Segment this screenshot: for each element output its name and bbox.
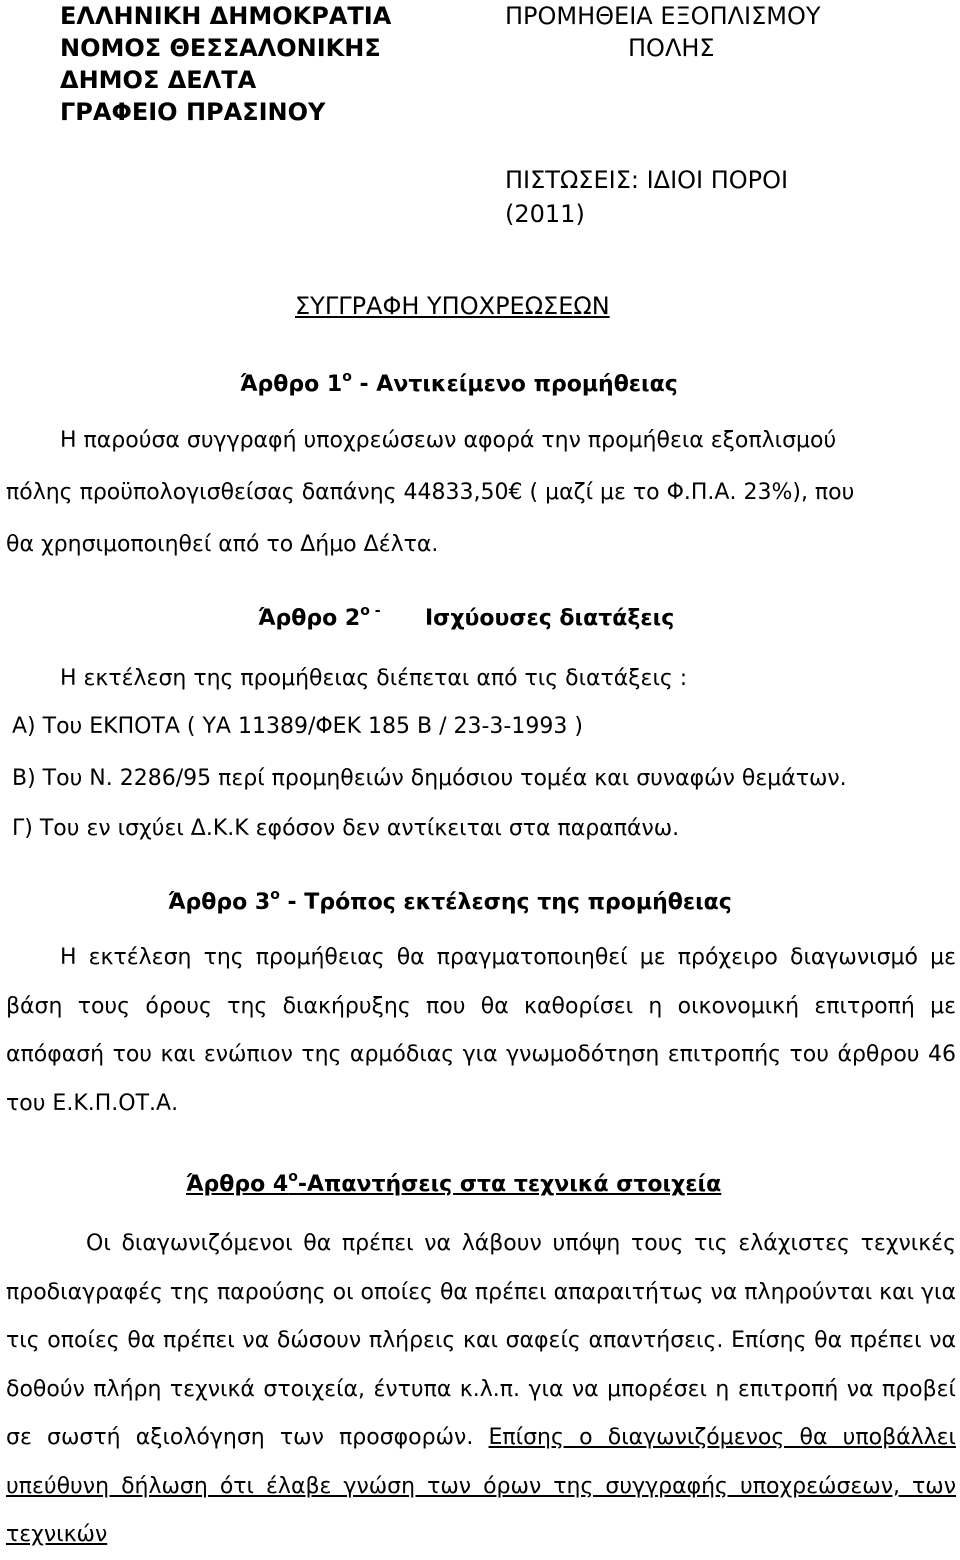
article3-heading-post: - Τρόπος εκτέλεσης της προμήθειας [279,890,732,915]
header-left-line: ΝΟΜΟΣ ΘΕΣΣΑΛΟΝΙΚΗΣ [60,34,381,62]
article2-item: Γ) Του εν ισχύει Δ.Κ.Κ εφόσον δεν αντίκειται στα παραπάνω. [12,816,680,841]
article2-item: Α) Του ΕΚΠΟΤΑ ( ΥΑ 11389/ΦΕΚ 185 Β / 23-3-1993 ) [12,714,583,739]
article3-heading-sup: ο [270,887,280,903]
article4-heading [186,1168,721,1202]
header-left-line: ΓΡΑΦΕΙΟ ΠΡΑΣΙΝΟΥ [60,98,326,126]
article1-line: θα χρησιμοποιηθεί από το Δήμο Δέλτα. [6,532,439,557]
article2-heading [258,602,381,636]
article3-heading [168,886,732,920]
article4-heading-pre: Άρθρο 4 [186,1172,289,1197]
article1-line: πόλης προϋπολογισθείσας δαπάνης 44833,50€ ( μαζί με το Φ.Π.Α. 23%), που [6,480,855,505]
article2-heading-pre: Άρθρο 2 [258,606,361,631]
credits-line: ΠΙΣΤΩΣΕΙΣ: ΙΔΙΟΙ ΠΟΡΟΙ [505,166,789,194]
article3-paragraph: Η εκτέλεση της προμήθειας θα πραγματοποιηθεί με πρόχειρο διαγωνισμό με βάση τους όρους της διακήρυξης που θα καθορίσει η οικονομική επιτροπή με απόφασή του και ενώπιον της αρμόδιας για γνωμοδότηση επιτροπής του άρθρου 46 του Ε.Κ.Π.ΟΤ.Α. [6,945,956,1116]
article4-underlined-statement: Επίσης ο διαγωνιζόμενος θα υποβάλλει υπεύθυνη δήλωση ότι έλαβε γνώση των όρων της συγγραφής υποχρεώσεων, των τεχνικών [6,1425,956,1547]
article1-heading-pre: Άρθρο 1 [240,372,343,397]
article2-item: Β) Του Ν. 2286/95 περί προμηθειών δημόσιου τομέα και συναφών θεμάτων. [12,766,847,791]
article3-heading-pre: Άρθρο 3 [168,890,271,915]
article1-heading-sup: ο [342,369,352,385]
document-title: ΣΥΓΓΡΑΦΗ ΥΠΟΧΡΕΩΣΕΩΝ [295,292,610,320]
header-left-line: ΕΛΛΗΝΙΚΗ ΔΗΜΟΚΡΑΤΙΑ [60,2,392,30]
supply-title-line2: ΠΟΛΗΣ [628,34,715,62]
year-line: (2011) [505,200,585,228]
article1-heading [240,368,678,402]
supply-title-line1: ΠΡΟΜΗΘΕΙΑ ΕΞΟΠΛΙΣΜΟΥ [505,2,821,30]
article2-heading-title: Ισχύουσες διατάξεις [425,606,675,631]
header-left-line: ΔΗΜΟΣ ΔΕΛΤΑ [60,66,257,94]
article4-paragraph [6,1220,956,1560]
article2-heading-sup: ο - [360,603,381,619]
article4-paragraph-text: Οι διαγωνιζόμενοι θα πρέπει να λάβουν υπόψη τους τις ελάχιστες τεχνικές προδιαγραφές της παρούσης οι οποίες θα πρέπει απαραιτήτως να πληρούνται και για τις οποίες θα πρέπει να δώσουν πλήρεις και σαφείς απαντήσεις. Επίσης θα πρέπει να δοθούν πλήρη τεχνικά στοιχεία, έντυπα κ.λ.π. για να μπορέσει η επιτροπή να προβεί σε σωστή αξιολόγηση των προσφορών. [6,1231,957,1450]
article2-intro: Η εκτέλεση της προμήθειας διέπεται από τις διατάξεις : [60,666,688,691]
article1-line: Η παρούσα συγγραφή υποχρεώσεων αφορά την προμήθεια εξοπλισμού [60,428,837,453]
article4-heading-sup: ο [288,1169,298,1185]
article1-heading-post: - Αντικείμενο προμήθειας [351,372,678,397]
article4-heading-post: -Απαντήσεις στα τεχνικά στοιχεία [297,1172,722,1197]
